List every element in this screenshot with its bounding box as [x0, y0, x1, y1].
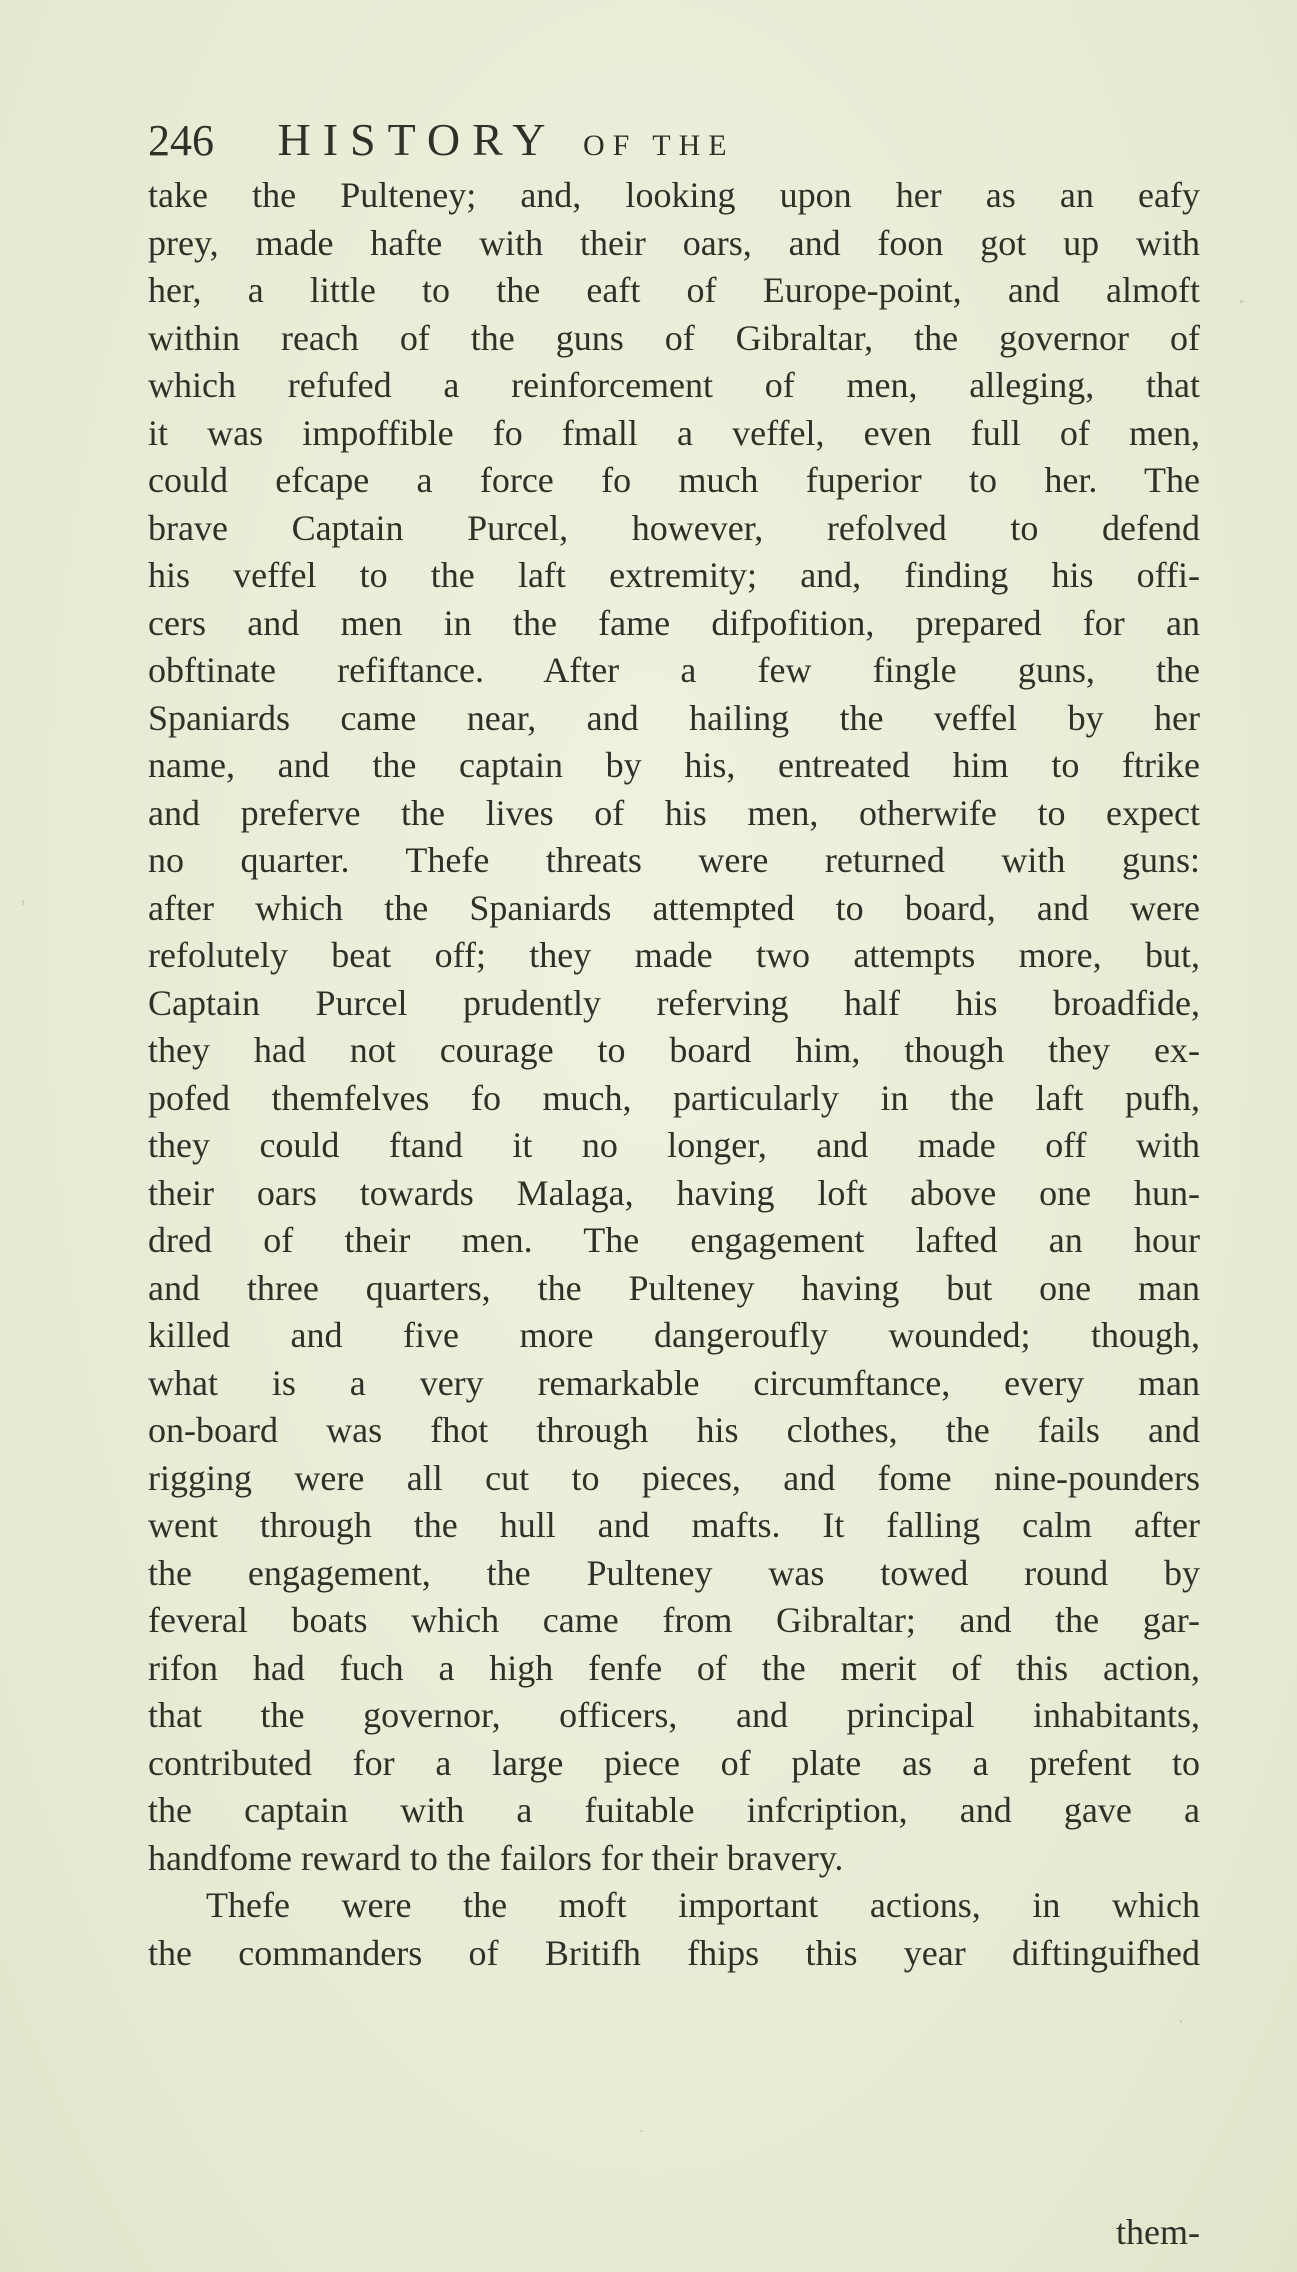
- text-line: Spaniards came near, and hailing the veffel by her: [148, 697, 1200, 738]
- catchword: them-: [1116, 2212, 1200, 2252]
- page-number: 246: [148, 116, 214, 165]
- text-line: Captain Purcel prudently referving half his broadfide,: [148, 982, 1200, 1023]
- text-line: prey, made hafte with their oars, and foon got up with: [148, 222, 1200, 263]
- body-text: [148, 172, 1200, 1977]
- text-line: refolutely beat off; they made two attempts more, but,: [148, 935, 1200, 975]
- text-line: and preferve the lives of his men, otherwife to expect: [148, 792, 1200, 833]
- text-line: take the Pulteney; and, looking upon her as an eafy: [148, 175, 1200, 215]
- text-line: they could ftand it no longer, and made off with: [148, 1125, 1200, 1165]
- running-title: HISTORY: [277, 114, 558, 165]
- running-title-small: OF THE: [582, 129, 735, 162]
- text-line: after which the Spaniards attempted to board, and were: [148, 887, 1200, 928]
- text-line: could efcape a force fo much fuperior to her. The: [148, 460, 1200, 500]
- text-line: killed and five more dangeroufly wounded; though,: [148, 1315, 1200, 1355]
- text-line: on-board was fhot through his clothes, the fails and: [148, 1410, 1200, 1450]
- paper-speck: [1180, 2020, 1182, 2023]
- paper-speck: [22, 900, 24, 905]
- text-line: contributed for a large piece of plate as a prefent to: [148, 1742, 1200, 1783]
- paper-speck: [640, 2130, 643, 2132]
- text-line: dred of their men. The engagement lafted an hour: [148, 1220, 1200, 1260]
- text-line: the captain with a fuitable infcription, and gave a: [148, 1790, 1200, 1830]
- paper-speck: [1240, 300, 1243, 303]
- text-line: and three quarters, the Pulteney having but one man: [148, 1267, 1200, 1308]
- text-line: within reach of the guns of Gibraltar, the governor of: [148, 317, 1200, 358]
- text-line: his veffel to the laft extremity; and, finding his offi-: [148, 555, 1200, 595]
- text-line: rigging were all cut to pieces, and fome nine-pounders: [148, 1457, 1200, 1498]
- text-line: went through the hull and mafts. It falling calm after: [148, 1505, 1200, 1545]
- text-line: brave Captain Purcel, however, refolved to defend: [148, 507, 1200, 548]
- text-line: what is a very remarkable circumftance, every man: [148, 1362, 1200, 1403]
- text-line: that the governor, officers, and principal inhabitants,: [148, 1695, 1200, 1735]
- text-line: name, and the captain by his, entreated him to ftrike: [148, 745, 1200, 785]
- running-head: [148, 110, 968, 170]
- text-line: the engagement, the Pulteney was towed round by: [148, 1552, 1200, 1593]
- text-line: obftinate refiftance. After a few fingle guns, the: [148, 650, 1200, 690]
- text-line-paragraph-start: Thefe were the moft important actions, in which: [206, 1885, 1200, 1925]
- text-line: their oars towards Malaga, having loft above one hun-: [148, 1172, 1200, 1213]
- text-line: no quarter. Thefe threats were returned with guns:: [148, 840, 1200, 880]
- text-line: the commanders of Britifh fhips this year diftinguifhed: [148, 1932, 1200, 1973]
- text-line: pofed themfelves fo much, particularly in the laft pufh,: [148, 1077, 1200, 1118]
- text-line: handfome reward to the failors for their bravery.: [148, 1837, 844, 1878]
- text-line: it was impoffible fo fmall a veffel, even full of men,: [148, 412, 1200, 453]
- text-line: they had not courage to board him, though they ex-: [148, 1030, 1200, 1070]
- text-line: feveral boats which came from Gibraltar; and the gar-: [148, 1600, 1200, 1640]
- text-line: rifon had fuch a high fenfe of the merit of this action,: [148, 1647, 1200, 1688]
- text-line: cers and men in the fame difpofition, prepared for an: [148, 602, 1200, 643]
- text-line: her, a little to the eaft of Europe-point, and almoft: [148, 270, 1200, 310]
- text-line: which refufed a reinforcement of men, alleging, that: [148, 365, 1200, 405]
